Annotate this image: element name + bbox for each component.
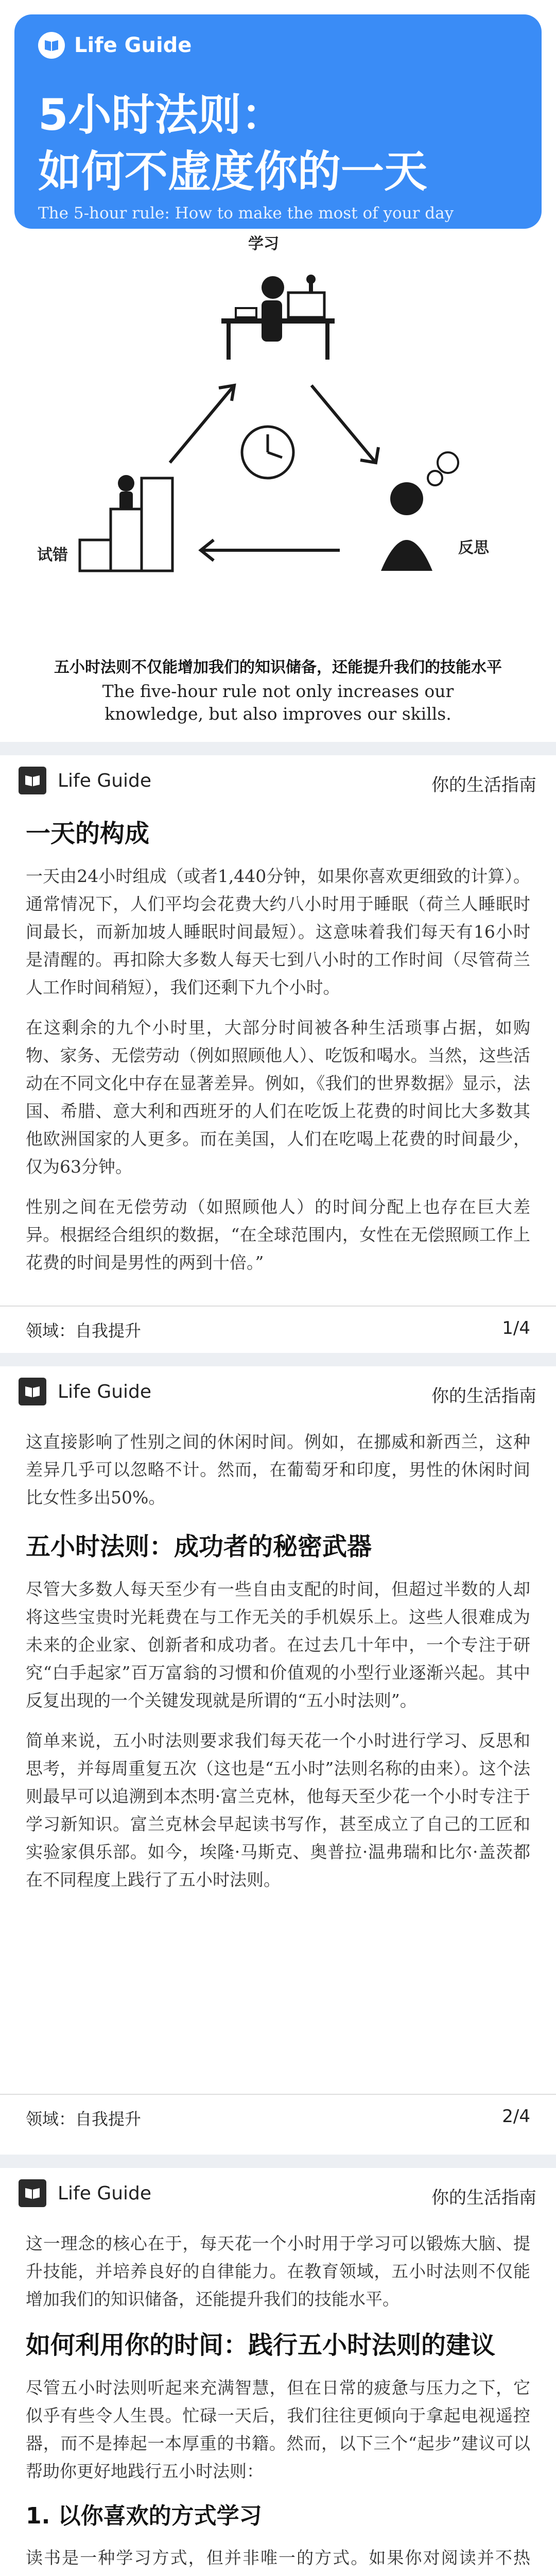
field-label: 领域：自我提升 xyxy=(26,1321,142,1341)
cover-brand xyxy=(38,32,192,59)
field-label: 领域：自我提升 xyxy=(26,2109,142,2129)
paragraph: 性别之间在无偿劳动（如照顾他人）的时间分配上也存在巨大差异。根据经合组织的数据，“在全球范围内，女性在无偿照顾工作上花费的时间是男性的两到十倍。” xyxy=(26,1197,530,1273)
label-reflect: 反思 xyxy=(458,539,489,557)
card-footer xyxy=(0,2094,556,2142)
card-logo xyxy=(19,1378,151,1405)
stairs-figure-icon xyxy=(80,475,172,571)
paragraph: 读书是一种学习方式，但并非唯一的方式。如果你对阅读并不热 xyxy=(26,2548,530,2568)
label-learn: 学习 xyxy=(248,235,279,253)
cover-title xyxy=(38,87,427,200)
card-header xyxy=(0,755,556,805)
section-heading: 五小时法则：成功者的秘密武器 xyxy=(26,1532,372,1561)
label-trial: 试错 xyxy=(37,546,68,564)
section-heading: 一天的构成 xyxy=(26,819,150,848)
page-indicator: 2/4 xyxy=(502,2106,530,2127)
card-tag: 你的生活指南 xyxy=(431,775,536,795)
book-icon xyxy=(19,1378,46,1405)
card-body xyxy=(26,817,530,1277)
card-body xyxy=(26,1428,530,1894)
cover-title-line2: 如何不虚度你的一天 xyxy=(38,146,428,197)
subsection-heading: 1. 以你喜欢的方式学习 xyxy=(26,2503,262,2529)
study-figure-icon xyxy=(221,275,335,360)
cycle-diagram xyxy=(0,231,556,643)
clock-icon xyxy=(242,427,293,478)
card-logo xyxy=(19,767,151,794)
card-brand: Life Guide xyxy=(58,770,152,791)
cover-brand-label: Life Guide xyxy=(74,33,192,57)
thinking-figure-icon xyxy=(381,452,458,571)
card-body xyxy=(26,2230,530,2576)
section-heading: 如何利用你的时间：践行五小时法则的建议 xyxy=(26,2331,496,2360)
paragraph: 这直接影响了性别之间的休闲时间。例如，在挪威和新西兰，这种差异几乎可以忽略不计。然而，在葡萄牙和印度，男性的休闲时间比女性多出50%。 xyxy=(26,1432,530,1507)
cycle-illustration xyxy=(0,231,556,643)
paragraph: 一天由24小时组成（或者1,440分钟，如果你喜欢更细致的计算）。通常情况下，人们平均会花费大约八小时用于睡眠（荷兰人睡眠时间最长，而新加坡人睡眠时间最短）。这意味着我们每天有16小时是清醒的。再扣除大多数人每天七到八小时的工作时间（尽管荷兰人工作时间稍短），我们还剩下九个小时。 xyxy=(26,866,530,997)
card-tag: 你的生活指南 xyxy=(431,2188,536,2208)
book-icon xyxy=(19,2179,46,2207)
card-header xyxy=(0,2168,556,2217)
card-brand: Life Guide xyxy=(58,1381,152,1402)
book-icon xyxy=(38,32,65,59)
caption-en: The five-hour rule not only increases our knowledge, but also improves our skills. xyxy=(102,681,454,724)
cover-banner xyxy=(14,14,542,229)
card-footer xyxy=(0,1306,556,1354)
caption-zh: 五小时法则不仅能增加我们的知识储备，还能提升我们的技能水平 xyxy=(54,658,502,676)
page-indicator: 1/4 xyxy=(502,1318,530,1338)
paragraph: 尽管大多数人每天至少有一些自由支配的时间，但超过半数的人却将这些宝贵时光耗费在与工作无关的手机娱乐上。这些人很难成为未来的企业家、创新者和成功者。在过去几十年中，一个专注于研究“白手起家”百万富翁的习惯和价值观的小型行业逐渐兴起。其中反复出现的一个关键发现就是所谓的“五小时法则”。 xyxy=(26,1579,530,1710)
article-card-2 xyxy=(0,1353,556,2155)
card-brand: Life Guide xyxy=(58,2182,152,2204)
paragraph: 简单来说，五小时法则要求我们每天花一个小时进行学习、反思和思考，并每周重复五次（这也是“五小时”法则名称的由来）。这个法则最早可以追溯到本杰明·富兰克林，他每天至少花一个小时专注于学习新知识。富兰克林会早起读书写作，甚至成立了自己的工匠和实验家俱乐部。如今，埃隆·马斯克、奥普拉·温弗瑞和比尔·盖茨都在不同程度上践行了五小时法则。 xyxy=(26,1731,530,1890)
article-card-3 xyxy=(0,2155,556,2576)
card-logo xyxy=(19,2179,151,2207)
paragraph: 在这剩余的九个小时里，大部分时间被各种生活琐事占据，如购物、家务、无偿劳动（例如照顾他人）、吃饭和喝水。当然，这些活动在不同文化中存在显著差异。例如，《我们的世界数据》显示，法国、希腊、意大利和西班牙的人们在吃饭上花费的时间比大多数其他欧洲国家的人更多。而在美国，人们在吃喝上花费的时间最少，仅为63分钟。 xyxy=(26,1018,530,1177)
paragraph: 尽管五小时法则听起来充满智慧，但在日常的疲惫与压力之下，它似乎有些令人生畏。忙碌一天后，我们往往更倾向于拿起电视遥控器，而不是捧起一本厚重的书籍。然而，以下三个“起步”建议可以帮助你更好地践行五小时法则： xyxy=(26,2378,530,2481)
card-header xyxy=(0,1366,556,1416)
book-icon xyxy=(19,767,46,794)
cover-subtitle: The 5-hour rule: How to make the most of your day xyxy=(38,204,454,223)
card-tag: 你的生活指南 xyxy=(431,1386,536,1406)
article-card-1 xyxy=(0,742,556,1353)
cover-title-line1: 5小时法则： xyxy=(38,90,285,140)
paragraph: 这一理念的核心在于，每天花一个小时用于学习可以锻炼大脑、提升技能，并培养良好的自律能力。在教育领域，五小时法则不仅能增加我们的知识储备，还能提升我们的技能水平。 xyxy=(26,2233,530,2309)
